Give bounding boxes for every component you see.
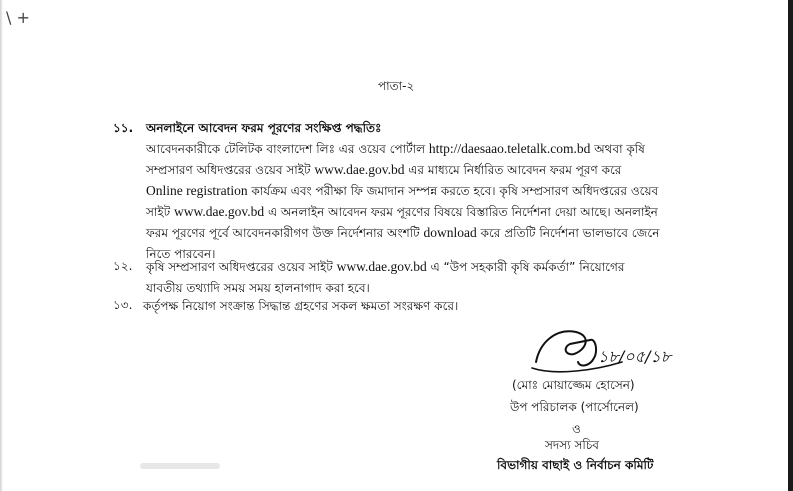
signatory-designation: উপ পরিচালক (পার্সোনেল) bbox=[510, 400, 639, 414]
text-segment: নিতে পারবেন। bbox=[146, 247, 216, 261]
section-12-line-2 bbox=[146, 280, 370, 300]
page-number: পাতা-২ bbox=[378, 79, 415, 93]
section-11-line-5 bbox=[146, 225, 659, 245]
text-segment: করে প্রতিটি নির্দেশনা ভালভাবে জেনে bbox=[476, 226, 660, 240]
signatory-conjunction: ও bbox=[572, 422, 581, 436]
signature-stroke bbox=[536, 331, 596, 365]
text-segment: এ অনলাইন আবেদন ফরম পূরণের বিষয়ে বিস্তারিত নির্দেশনা দেয়া আছে। অনলাইন bbox=[264, 205, 658, 219]
section-12-line-1 bbox=[146, 259, 624, 279]
signature-date: ১৮/০৫/১৮ bbox=[598, 347, 672, 366]
latin-text-segment: www.dae.gov.bd bbox=[174, 204, 265, 219]
section-11-line-4 bbox=[146, 204, 658, 224]
section-11-number: ১১. bbox=[113, 121, 134, 135]
text-segment: অথবা কৃষি bbox=[590, 142, 645, 156]
text-segment: এর মাধ্যমে নির্ধারিত আবেদন ফরম পূরণ করে bbox=[404, 163, 622, 177]
text-segment: সাইট bbox=[146, 205, 175, 219]
scan-smudge bbox=[140, 463, 220, 469]
section-13-number: ১৩. bbox=[113, 298, 133, 312]
section-13-line-1 bbox=[143, 298, 458, 318]
text-segment: সম্প্রসারণ অধিদপ্তরের ওয়েব সাইট bbox=[146, 163, 315, 177]
section-11-heading: অনলাইনে আবেদন ফরম পূরণের সংক্ষিপ্ত পদ্ধতিঃ bbox=[146, 121, 382, 135]
signatory-role: সদস্য সচিব bbox=[545, 438, 599, 452]
text-segment: কার্যক্রম এবং পরীক্ষা ফি জমাদান সম্পন্ন করতে হবে। কৃষি সম্প্রসারণ অধিদপ্তরের ওয়েব bbox=[247, 184, 659, 198]
text-segment: ফরম পূরণের পূর্বে আবেদনকারীগণ উক্ত নির্দেশনার অংশটি bbox=[146, 226, 424, 240]
signatory-committee: বিভাগীয় বাছাই ও নির্বাচন কমিটি bbox=[497, 458, 654, 472]
latin-text-segment: Online registration bbox=[146, 183, 248, 198]
latin-text-segment: www.dae.gov.bd bbox=[336, 259, 427, 274]
section-11-line-1 bbox=[146, 141, 645, 161]
section-12-number: ১২. bbox=[113, 259, 133, 273]
scan-left-shadow bbox=[0, 0, 3, 491]
handwritten-signature bbox=[526, 318, 676, 382]
section-11-line-3 bbox=[146, 183, 658, 203]
text-segment: কর্তৃপক্ষ নিয়োগ সংক্রান্ত সিদ্ধান্ত গ্রহণের সকল ক্ষমতা সংরক্ষণ করে। bbox=[143, 299, 459, 313]
text-segment: আবেদনকারীকে টেলিটক বাংলাদেশ লিঃ এর ওয়েব পোর্টাল bbox=[146, 142, 429, 156]
section-11-heading-row bbox=[113, 118, 381, 138]
latin-text-segment: download bbox=[423, 225, 477, 240]
section-11-line-2 bbox=[146, 162, 621, 182]
text-segment: কৃষি সম্প্রসারণ অধিদপ্তরের ওয়েব সাইট bbox=[146, 260, 337, 274]
margin-scribble: \ + bbox=[6, 8, 30, 27]
text-segment: যাবতীয় তথ্যাদি সময় সময় হালনাগাদ করা হবে। bbox=[146, 281, 370, 295]
scan-right-edge bbox=[788, 0, 793, 491]
latin-text-segment: http://daesaao.teletalk.com.bd bbox=[428, 141, 591, 156]
signatory-name: (মোঃ মোয়াজ্জেম হোসেন) bbox=[512, 378, 635, 392]
text-segment: এ “উপ সহকারী কৃষি কর্মকর্তা” নিয়োগের bbox=[426, 260, 625, 274]
latin-text-segment: www.dae.gov.bd bbox=[314, 162, 405, 177]
